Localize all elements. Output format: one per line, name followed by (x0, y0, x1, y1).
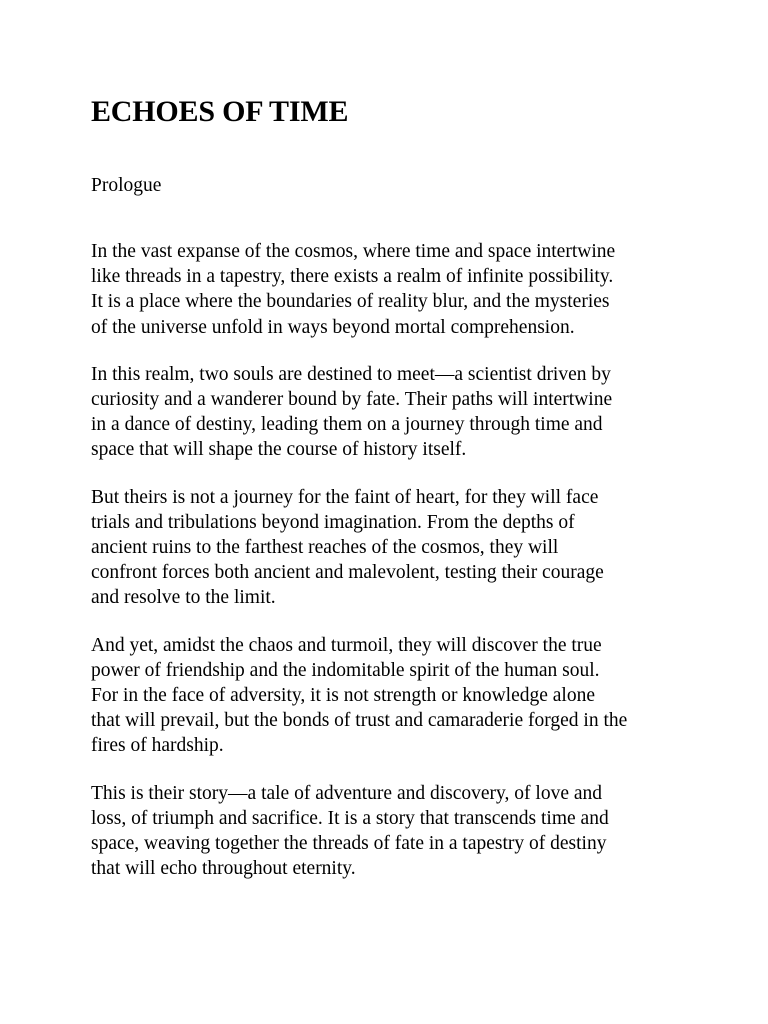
text-line: ancient ruins to the farthest reaches of the cosmos, they will (91, 537, 559, 559)
paragraph (91, 239, 691, 340)
document-body (91, 239, 691, 903)
text-line: curiosity and a wanderer bound by fate. Their paths will intertwine (91, 389, 613, 411)
text-line: and resolve to the limit. (91, 587, 276, 609)
text-line: in a dance of destiny, leading them on a journey through time and (91, 414, 603, 436)
text-line: loss, of triumph and sacrifice. It is a story that transcends time and (91, 807, 609, 829)
paragraph (91, 485, 691, 611)
text-line: that will echo throughout eternity. (91, 858, 356, 880)
text-line: This is their story—a tale of adventure and discovery, of love and (91, 782, 602, 804)
paragraph (91, 633, 691, 759)
paragraph (91, 781, 691, 882)
text-line: like threads in a tapestry, there exists a realm of infinite possibility. (91, 266, 614, 288)
text-line: confront forces both ancient and malevolent, testing their courage (91, 562, 604, 584)
section-heading: Prologue (91, 175, 162, 196)
text-line: of the universe unfold in ways beyond mortal comprehension. (91, 316, 575, 338)
text-line: power of friendship and the indomitable spirit of the human soul. (91, 659, 600, 681)
text-line: In the vast expanse of the cosmos, where time and space intertwine (91, 241, 616, 262)
text-line: And yet, amidst the chaos and turmoil, they will discover the true (91, 634, 602, 656)
paragraph (91, 362, 691, 463)
text-line: But theirs is not a journey for the faint of heart, for they will face (91, 486, 599, 508)
text-line: It is a place where the boundaries of reality blur, and the mysteries (91, 291, 610, 313)
text-line: trials and tribulations beyond imagination. From the depths of (91, 511, 575, 533)
text-line: For in the face of adversity, it is not strength or knowledge alone (91, 685, 595, 707)
text-line: space that will shape the course of history itself. (91, 439, 467, 461)
text-line: In this realm, two souls are destined to meet—a scientist driven by (91, 363, 611, 385)
text-line: space, weaving together the threads of fate in a tapestry of destiny (91, 833, 607, 855)
document-title: ECHOES OF TIME (91, 95, 349, 128)
text-line: fires of hardship. (91, 735, 224, 757)
text-line: that will prevail, but the bonds of trust and camaraderie forged in the (91, 710, 628, 732)
